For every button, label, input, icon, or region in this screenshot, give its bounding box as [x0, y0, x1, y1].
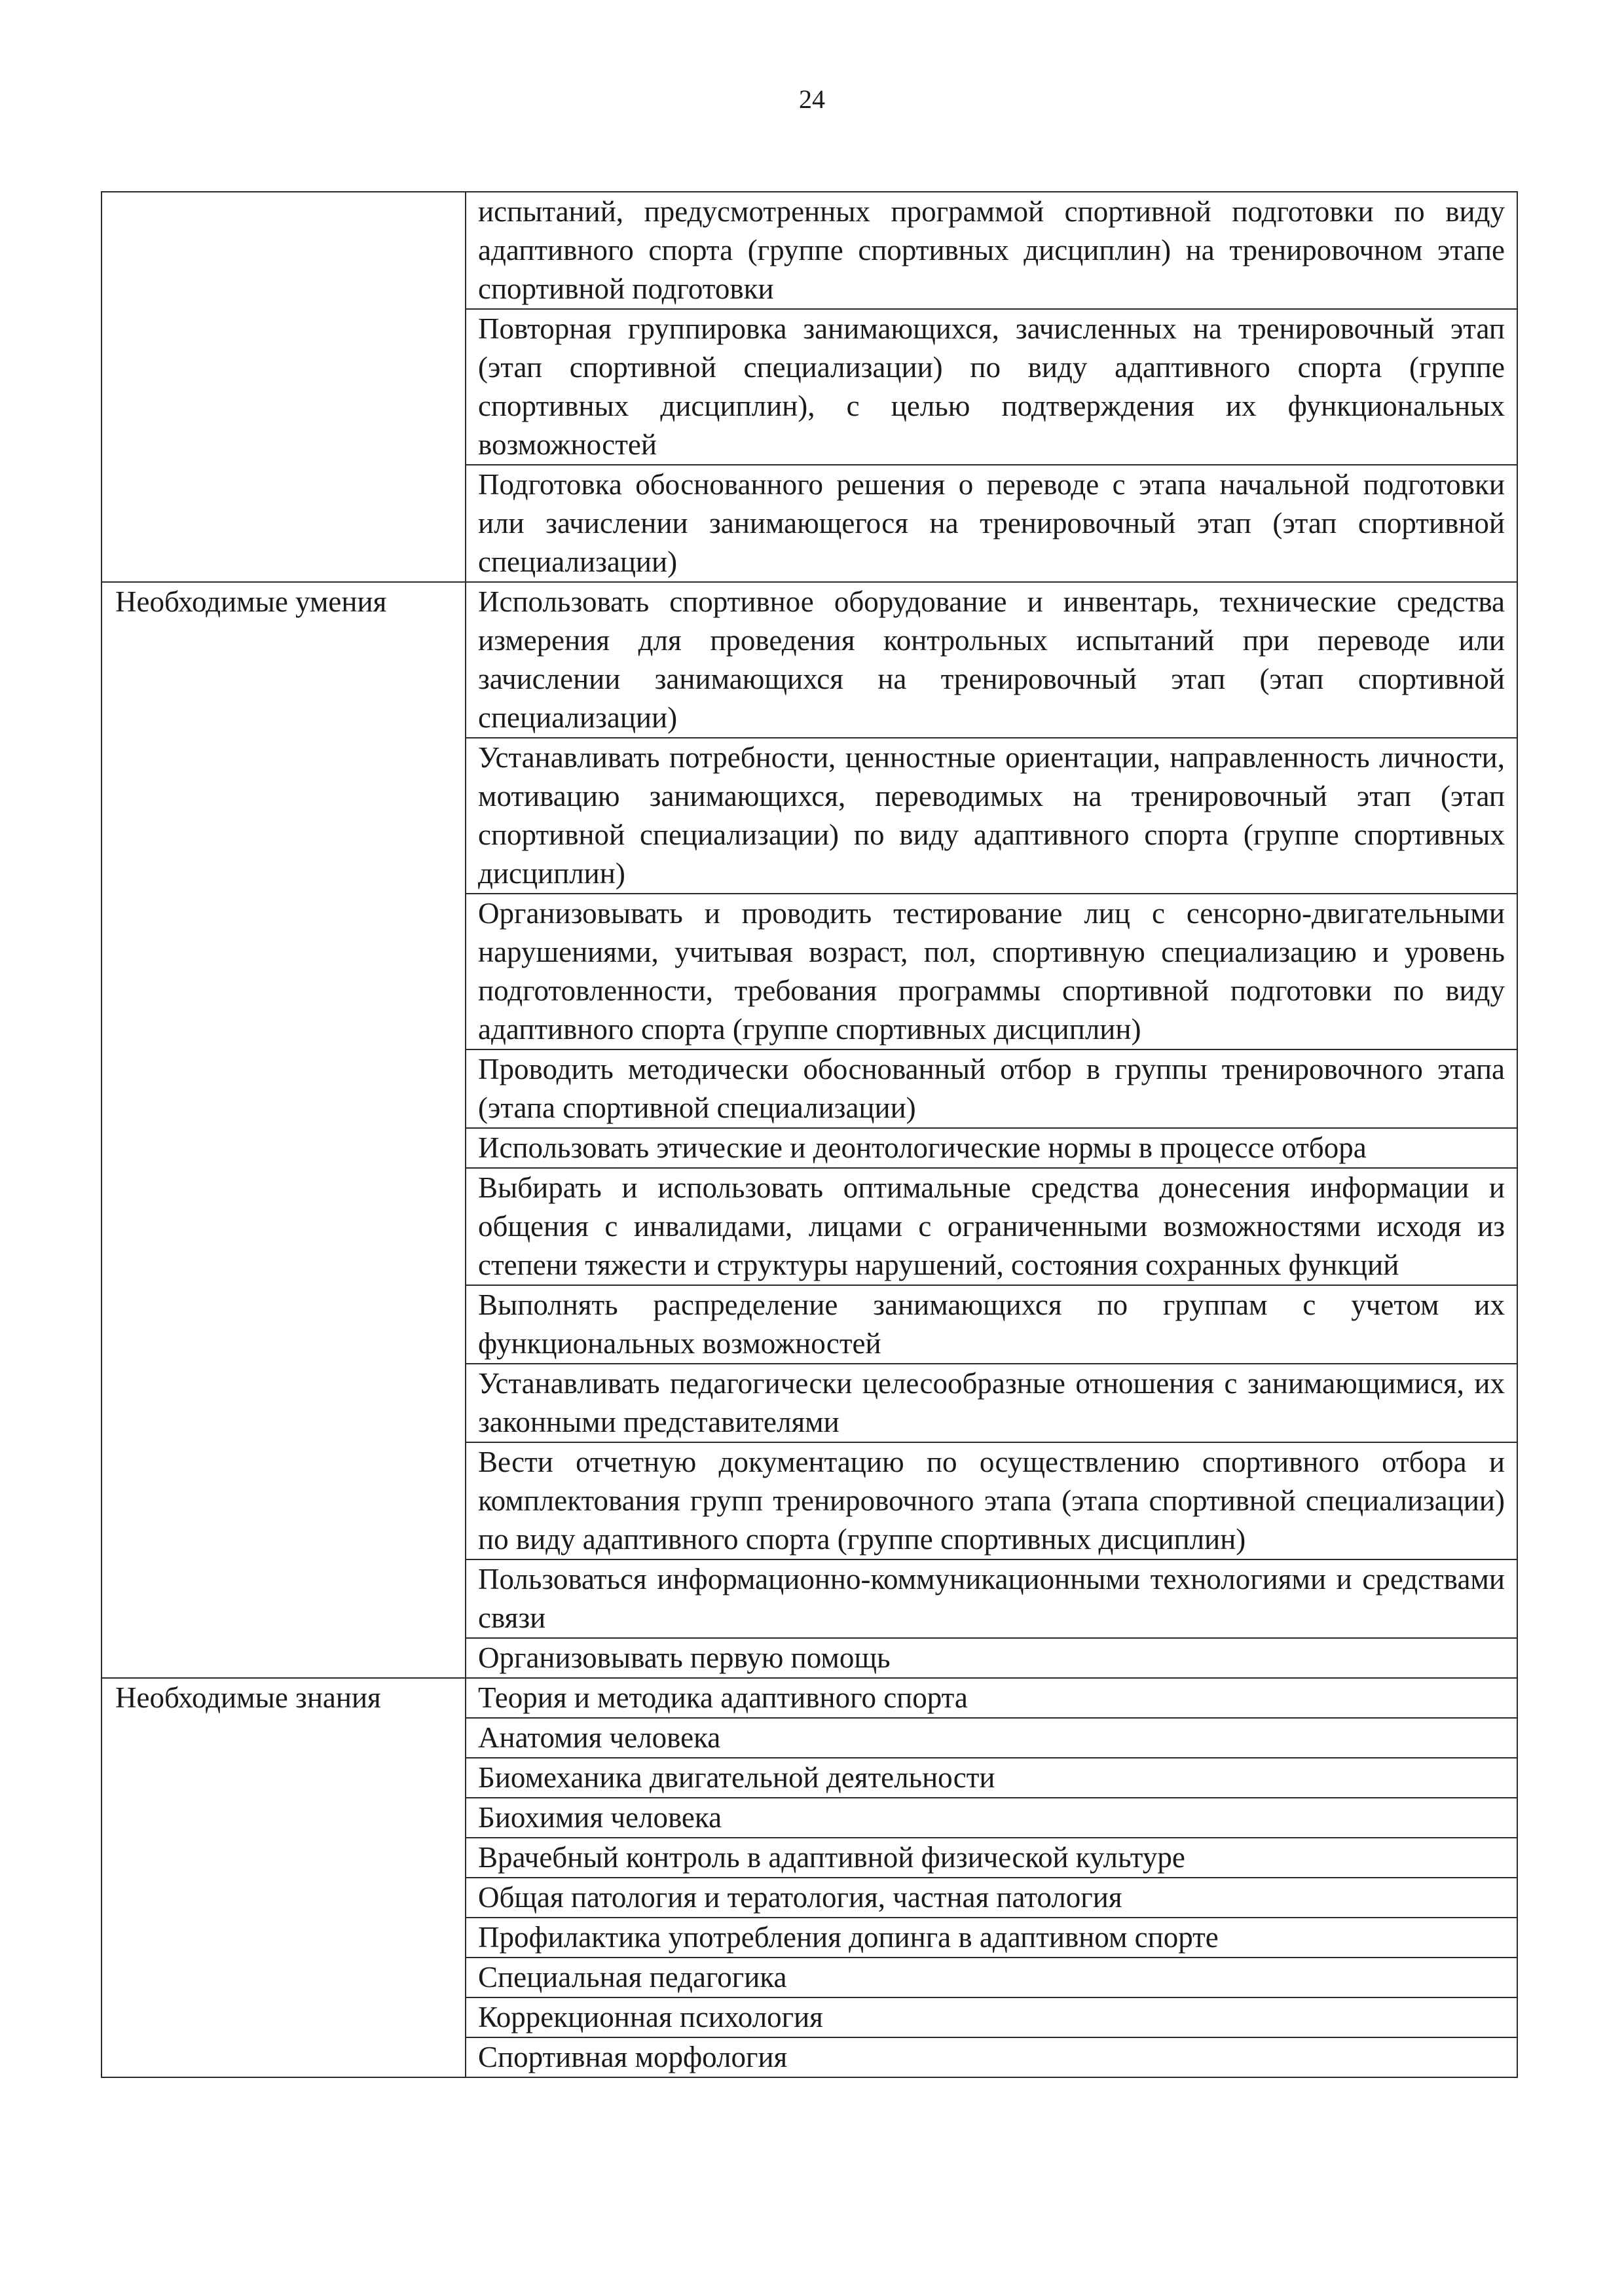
table-cell: Биохимия человека — [466, 1798, 1517, 1838]
table-cell: Подготовка обоснованного решения о переводе с этапа начальной подготовки или зачислении занимающегося на тренировочный этап (этап спортивной специализации) — [466, 465, 1517, 582]
table-cell: Использовать этические и деонтологические нормы в процессе отбора — [466, 1128, 1517, 1168]
table-cell: Общая патология и тератология, частная патология — [466, 1878, 1517, 1918]
table-cell: Выбирать и использовать оптимальные средства донесения информации и общения с инвалидами, лицами с ограниченными возможностями исходя из степени тяжести и структуры нарушений, состояния сохранных функций — [466, 1168, 1517, 1285]
skills-label: Необходимые умения — [101, 582, 466, 1678]
table-cell: Теория и методика адаптивного спорта — [466, 1678, 1517, 1718]
table-cell: Устанавливать педагогически целесообразные отношения с занимающимися, их законными представителями — [466, 1364, 1517, 1442]
table-cell: Коррекционная психология — [466, 1997, 1517, 2037]
table-cell: Врачебный контроль в адаптивной физической культуре — [466, 1838, 1517, 1878]
table-cell: Вести отчетную документацию по осуществлению спортивного отбора и комплектования групп тренировочного этапа (этапа спортивной специализации) по виду адаптивного спорта (группе спортивных дисциплин) — [466, 1442, 1517, 1559]
table-cell: Проводить методически обоснованный отбор в группы тренировочного этапа (этапа спортивной специализации) — [466, 1049, 1517, 1128]
table-cell: Устанавливать потребности, ценностные ориентации, направленность личности, мотивацию занимающихся, переводимых на тренировочный этап (этап спортивной специализации) по виду адаптивного спорта (группе спортивных дисциплин) — [466, 738, 1517, 894]
table-cell: Биомеханика двигательной деятельности — [466, 1758, 1517, 1798]
empty-label-cell — [101, 192, 466, 582]
table-cell: Пользоваться информационно-коммуникационными технологиями и средствами связи — [466, 1559, 1517, 1638]
table-cell: Профилактика употребления допинга в адаптивном спорте — [466, 1918, 1517, 1958]
table-cell: Спортивная морфология — [466, 2037, 1517, 2077]
table-cell: Организовывать и проводить тестирование лиц с сенсорно-двигательными нарушениями, учитывая возраст, пол, спортивную специализацию и уровень подготовленности, требования программы спортивной подготовки по виду адаптивного спорта (группе спортивных дисциплин) — [466, 894, 1517, 1049]
table-cell: Организовывать первую помощь — [466, 1638, 1517, 1678]
table-cell: испытаний, предусмотренных программой спортивной подготовки по виду адаптивного спорта (группе спортивных дисциплин) на тренировочном этапе спортивной подготовки — [466, 192, 1517, 309]
table-cell: Использовать спортивное оборудование и инвентарь, технические средства измерения для проведения контрольных испытаний при переводе или зачислении занимающихся на тренировочный этап (этап спортивной специализации) — [466, 582, 1517, 738]
table-row — [101, 582, 1517, 738]
table-cell: Выполнять распределение занимающихся по группам с учетом их функциональных возможностей — [466, 1285, 1517, 1364]
table-row — [101, 1678, 1517, 1718]
table-cell: Специальная педагогика — [466, 1958, 1517, 1997]
page-number: 24 — [799, 84, 825, 114]
knowledge-label: Необходимые знания — [101, 1678, 466, 2077]
table-cell: Анатомия человека — [466, 1718, 1517, 1758]
table-row — [101, 192, 1517, 309]
table-cell: Повторная группировка занимающихся, зачисленных на тренировочный этап (этап спортивной специализации) по виду адаптивного спорта (группе спортивных дисциплин), с целью подтверждения их функциональных возможностей — [466, 309, 1517, 465]
competency-table — [101, 191, 1518, 2078]
